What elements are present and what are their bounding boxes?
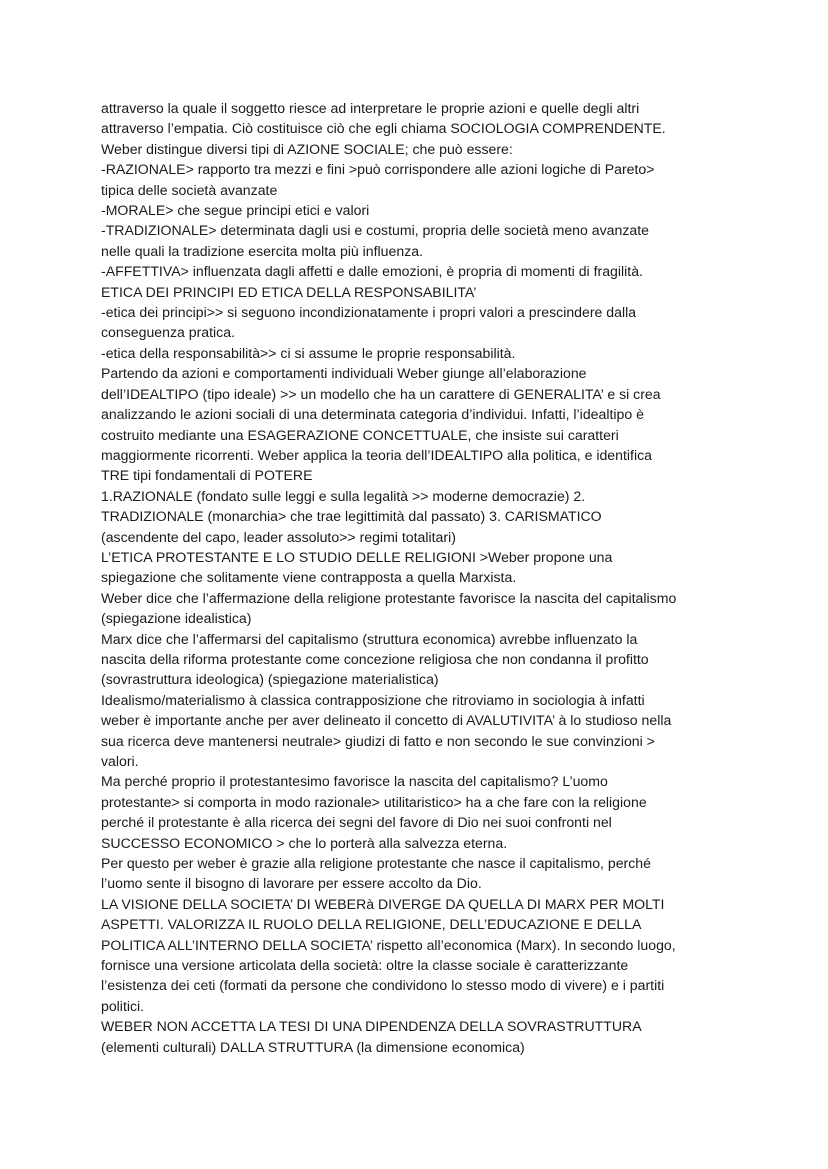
text-line: analizzando le azioni sociali di una determinata categoria d’individui. Infatti, l’idealtipo è <box>101 406 644 423</box>
text-line: maggiormente ricorrenti. Weber applica la teoria dell’IDEALTIPO alla politica, e identifica <box>101 446 652 463</box>
text-line: politici. <box>101 997 145 1014</box>
text-line: -TRADIZIONALE> determinata dagli usi e costumi, propria delle società meno avanzate <box>101 222 649 239</box>
text-line: (ascendente del capo, leader assoluto>> regimi totalitari) <box>101 528 456 545</box>
text-line: TRE tipi fondamentali di POTERE <box>101 467 313 484</box>
text-line: Partendo da azioni e comportamenti individuali Weber giunge all’elaborazione <box>101 365 587 382</box>
text-line: TRADIZIONALE (monarchia> che trae legittimità dal passato) 3. CARISMATICO <box>101 508 602 525</box>
text-line: attraverso la quale il soggetto riesce ad interpretare le proprie azioni e quelle degli altri <box>101 100 640 116</box>
document-body <box>101 98 741 1057</box>
text-line: ASPETTI. VALORIZZA IL RUOLO DELLA RELIGIONE, DELL’EDUCAZIONE E DELLA <box>101 916 642 933</box>
text-line: dell’IDEALTIPO (tipo ideale) >> un modello che ha un carattere di GENERALITA’ e si crea <box>101 385 661 402</box>
text-line: 1.RAZIONALE (fondato sulle leggi e sulla legalità >> moderne democrazie) 2. <box>101 487 586 504</box>
text-line: Idealismo/materialismo à classica contrapposizione che ritroviamo in sociologia à infatti <box>101 691 645 708</box>
text-line: l’esistenza dei ceti (formati da persone che condividono lo stesso modo di vivere) e i partiti <box>101 977 665 994</box>
text-line: Marx dice che l’affermarsi del capitalismo (struttura economica) avrebbe influenzato la <box>101 630 638 647</box>
text-line: (spiegazione idealistica) <box>101 610 252 627</box>
text-line: -AFFETTIVA> influenzata dagli affetti e dalle emozioni, è propria di momenti di fragilità. <box>101 263 643 280</box>
text-line: LA VISIONE DELLA SOCIETA’ DI WEBERà DIVERGE DA QUELLA DI MARX PER MOLTI <box>101 895 665 912</box>
text-line: -etica dei principi>> si seguono incondizionatamente i propri valori a prescindere dalla <box>101 304 637 321</box>
text-line: Weber distingue diversi tipi di AZIONE SOCIALE; che può essere: <box>101 140 513 157</box>
text-line: Per questo per weber è grazie alla religione protestante che nasce il capitalismo, perché <box>101 855 651 872</box>
text-line: tipica delle società avanzate <box>101 181 278 198</box>
text-line: perché il protestante è alla ricerca dei segni del favore di Dio nei suoi confronti nel <box>101 814 612 831</box>
text-line: -MORALE> che segue principi etici e valori <box>101 202 370 219</box>
text-line: protestante> si comporta in modo razionale> utilitaristico> ha a che fare con la religione <box>101 793 647 810</box>
text-line: SUCCESSO ECONOMICO > che lo porterà alla salvezza eterna. <box>101 834 508 851</box>
text-line: costruito mediante una ESAGERAZIONE CONCETTUALE, che insiste sui caratteri <box>101 426 619 443</box>
text-line: l’uomo sente il bisogno di lavorare per essere accolto da Dio. <box>101 875 482 892</box>
text-line: weber è importante anche per aver delineato il concetto di AVALUTIVITA’ à lo studioso nella <box>101 712 672 729</box>
text-line: -etica della responsabilità>> ci si assume le proprie responsabilità. <box>101 344 516 361</box>
text-line: ETICA DEI PRINCIPI ED ETICA DELLA RESPONSABILITA’ <box>101 283 477 300</box>
text-line: sua ricerca deve mantenersi neutrale> giudizi di fatto e non secondo le sue convinzioni > <box>101 732 655 749</box>
text-line: -RAZIONALE> rapporto tra mezzi e fini >può corrispondere alle azioni logiche di Pareto> <box>101 161 655 178</box>
text-line: spiegazione che solitamente viene contrapposta a quella Marxista. <box>101 569 517 586</box>
text-line: (sovrastruttura ideologica) (spiegazione materialistica) <box>101 671 439 688</box>
text-line: attraverso l’empatia. Ciò costituisce ciò che egli chiama SOCIOLOGIA COMPRENDENTE. <box>101 120 666 137</box>
text-line: nelle quali la tradizione esercita molta più influenza. <box>101 242 423 259</box>
text-line: fornisce una versione articolata della società: oltre la classe sociale è caratterizzante <box>101 957 629 974</box>
text-line: Weber dice che l’affermazione della religione protestante favorisce la nascita del capitalismo <box>101 589 677 606</box>
text-line: nascita della riforma protestante come concezione religiosa che non condanna il profitto <box>101 650 649 667</box>
text-line: conseguenza pratica. <box>101 324 235 341</box>
text-line: Ma perché proprio il protestantesimo favorisce la nascita del capitalismo? L’uomo <box>101 773 608 790</box>
text-line: POLITICA ALL’INTERNO DELLA SOCIETA’ rispetto all’economica (Marx). In secondo luogo, <box>101 936 676 953</box>
text-line: (elementi culturali) DALLA STRUTTURA (la dimensione economica) <box>101 1038 525 1055</box>
text-line: valori. <box>101 753 139 769</box>
text-line: WEBER NON ACCETTA LA TESI DI UNA DIPENDENZA DELLA SOVRASTRUTTURA <box>101 1018 642 1035</box>
text-line: L’ETICA PROTESTANTE E LO STUDIO DELLE RELIGIONI >Weber propone una <box>101 548 613 565</box>
